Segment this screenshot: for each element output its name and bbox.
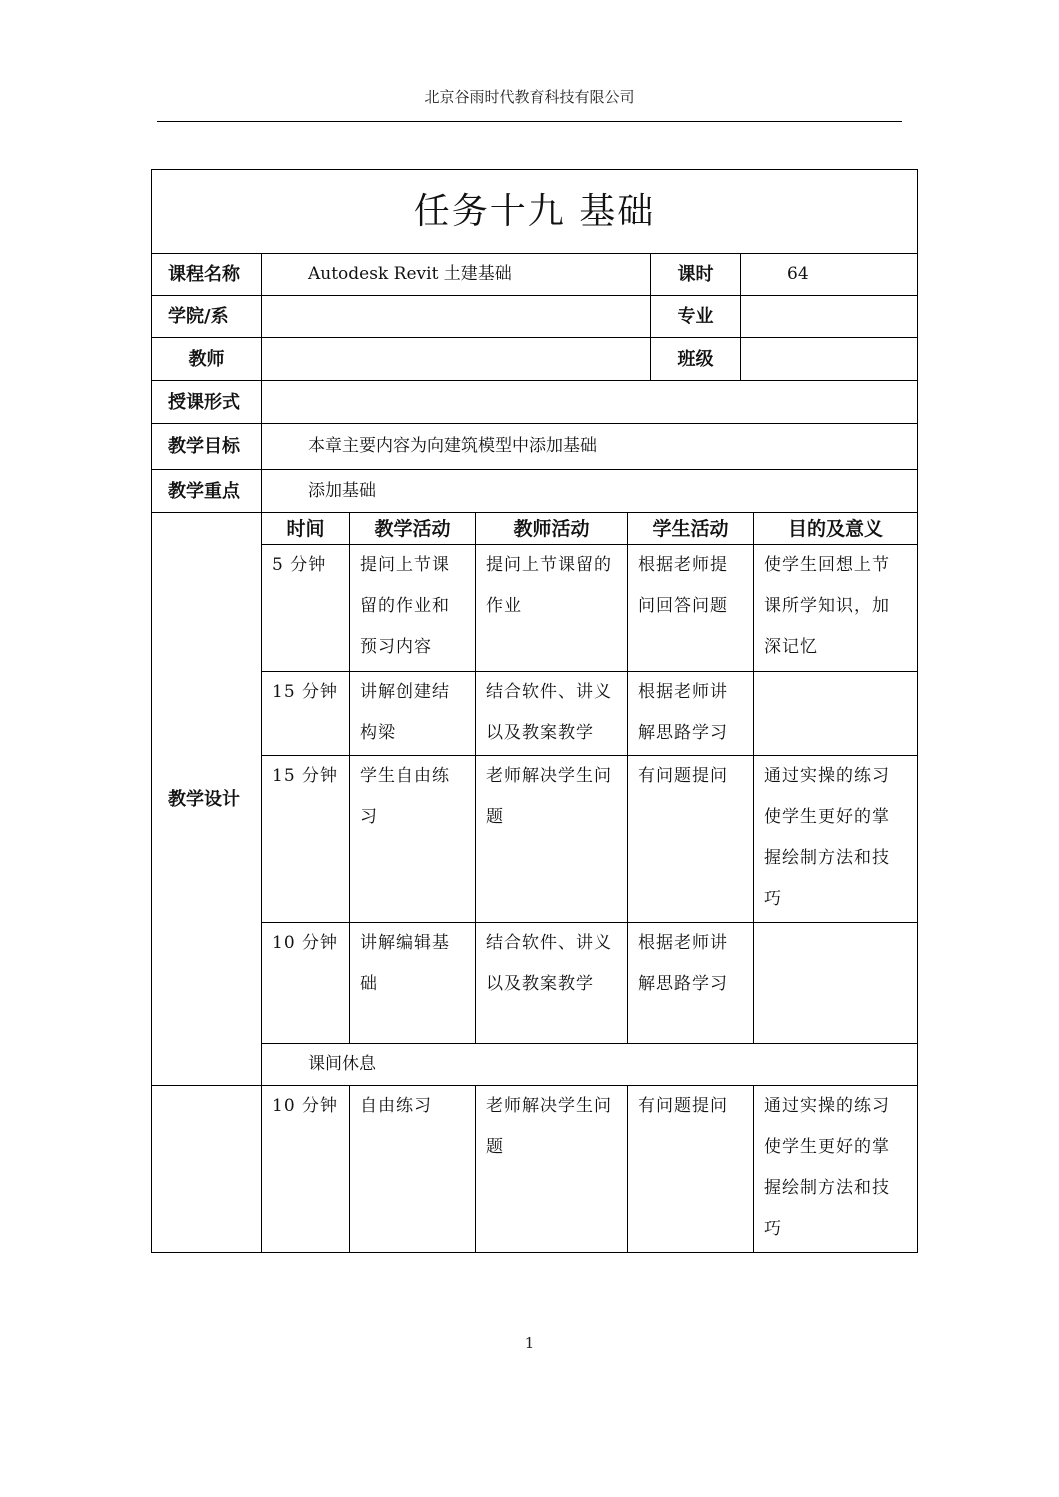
table-row-2-teacher: 结合软件、讲义 以及教案教学 [475, 671, 628, 756]
column-header-teacher: 教师活动 [475, 512, 628, 545]
table-row-2-student: 根据老师讲 解思路学习 [627, 671, 754, 756]
class-value [740, 337, 918, 381]
table-row-1-activity: 提问上节课 留的作业和 预习内容 [349, 544, 476, 672]
table-row-2-activity: 讲解创建结 构梁 [349, 671, 476, 756]
table-row-2-purpose [753, 671, 918, 756]
table-row-1-teacher: 提问上节课留的 作业 [475, 544, 628, 672]
table-row-5-activity: 自由练习 [349, 1085, 476, 1253]
hours-value: 64 [740, 253, 918, 296]
table-row-3-time: 15 分钟 [261, 755, 350, 923]
column-header-student: 学生活动 [627, 512, 754, 545]
page-number: 1 [524, 1334, 535, 1352]
college-value [261, 295, 651, 338]
table-row-3-teacher: 老师解决学生问 题 [475, 755, 628, 923]
table-row-3-purpose: 通过实操的练习 使学生更好的掌 握绘制方法和技 巧 [753, 755, 918, 923]
document-title: 任务十九 基础 [151, 169, 918, 254]
table-row-5-purpose: 通过实操的练习 使学生更好的掌 握绘制方法和技 巧 [753, 1085, 918, 1253]
table-row-3-activity: 学生自由练 习 [349, 755, 476, 923]
table-row-4-teacher: 结合软件、讲义 以及教案教学 [475, 922, 628, 1044]
major-value [740, 295, 918, 338]
header-rule [157, 121, 902, 122]
course-label: 课程名称 [151, 253, 262, 296]
design-label: 教学设计 [151, 512, 262, 1086]
college-label: 学院/系 [151, 295, 262, 338]
column-header-purpose: 目的及意义 [753, 512, 918, 545]
column-header-time: 时间 [261, 512, 350, 545]
goal-label: 教学目标 [151, 423, 262, 470]
empty-label-cell [151, 1085, 262, 1253]
column-header-activity: 教学活动 [349, 512, 476, 545]
goal-value: 本章主要内容为向建筑模型中添加基础 [261, 423, 918, 470]
table-row-4-student: 根据老师讲 解思路学习 [627, 922, 754, 1044]
hours-label: 课时 [650, 253, 741, 296]
focus-value: 添加基础 [261, 469, 918, 513]
table-row-1-purpose: 使学生回想上节 课所学知识，加 深记忆 [753, 544, 918, 672]
table-row-2-time: 15 分钟 [261, 671, 350, 756]
table-row-5-time: 10 分钟 [261, 1085, 350, 1253]
table-row-4-purpose [753, 922, 918, 1044]
table-row-1-student: 根据老师提 问回答问题 [627, 544, 754, 672]
form-label: 授课形式 [151, 380, 262, 424]
break-row: 课间休息 [261, 1043, 918, 1086]
table-row-3-student: 有问题提问 [627, 755, 754, 923]
teacher-label: 教师 [151, 337, 262, 381]
table-row-5-teacher: 老师解决学生问 题 [475, 1085, 628, 1253]
table-row-4-activity: 讲解编辑基 础 [349, 922, 476, 1044]
course-value: Autodesk Revit 土建基础 [261, 253, 651, 296]
table-row-1-time: 5 分钟 [261, 544, 350, 672]
focus-label: 教学重点 [151, 469, 262, 513]
class-label: 班级 [650, 337, 741, 381]
major-label: 专业 [650, 295, 741, 338]
page-header: 北京谷雨时代教育科技有限公司 [424, 88, 635, 106]
teacher-value [261, 337, 651, 381]
table-row-4-time: 10 分钟 [261, 922, 350, 1044]
form-value [261, 380, 918, 424]
table-row-5-student: 有问题提问 [627, 1085, 754, 1253]
